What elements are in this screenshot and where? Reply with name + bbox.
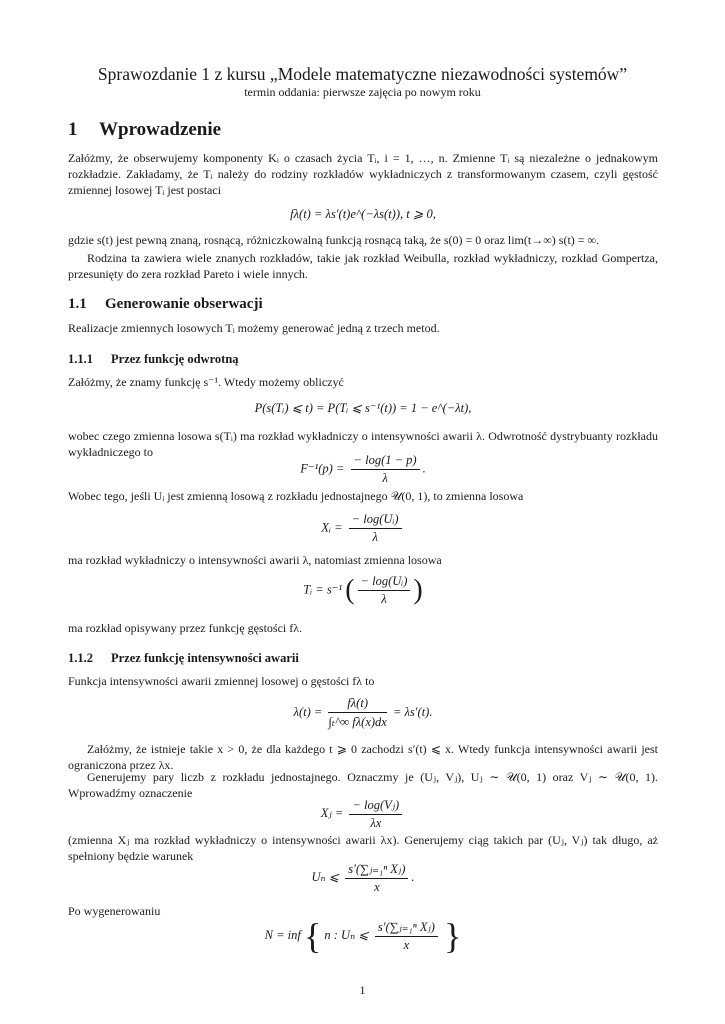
paragraph: Generujemy pary liczb z rozkładu jednostajnego. Oznaczmy je (Uⱼ, Vⱼ), Uⱼ ∼ 𝒰(0, 1) oraz Vⱼ ∼ 𝒰(0, 1). Wprowadźmy oznaczenie [68,770,658,800]
document-subtitle: termin oddania: pierwsze zajęcia po nowym roku [244,85,481,99]
fraction-numerator: s′(∑ⱼ₌₁ⁿ Xⱼ) [345,861,408,879]
equation-lhs: Xⱼ = [320,805,344,820]
right-paren: ) [413,574,423,606]
equation-middle: n : Uₙ ⩽ [324,927,369,942]
equation-lhs: F⁻¹(p) = [300,461,345,476]
subsection-heading-1-1 [68,296,263,313]
section-heading-1 [68,119,221,141]
equation-lhs: λ(t) = [293,704,323,719]
fraction-denominator: λ [382,471,388,485]
fraction [351,453,420,486]
fraction-denominator: λ [372,530,378,544]
equation-rhs: = λs′(t). [392,704,433,719]
equation-stopping-time [68,915,658,957]
fraction-denominator: λ [381,592,387,606]
paragraph: Wobec tego, jeśli Uᵢ jest zmienną losową z rozkładu jednostajnego 𝒰(0, 1), to zmienna losowa [68,489,524,503]
fraction [375,919,438,953]
equation-exponential-x [68,797,658,831]
fraction-numerator: s′(∑ⱼ₌₁ⁿ Xⱼ) [375,919,438,937]
equation-lifetime-variable [68,574,658,607]
paragraph: ma rozkład wykładniczy o intensywności awarii λ, natomiast zmienna losowa [68,553,442,567]
paragraph: Załóżmy, że znamy funkcję s⁻¹. Wtedy możemy obliczyć [68,375,344,389]
equation-exponential-variable [68,512,658,545]
paragraph: (zmienna Xⱼ ma rozkład wykładniczy o intensywności awarii λx). Generujemy ciąg takich par (Uⱼ, Vⱼ) tak długo, aż spełniony będzie warunek [68,833,658,863]
paragraph: Załóżmy, że obserwujemy komponenty Kᵢ o czasach życia Tᵢ, i = 1, …, n. Zmienne Tᵢ są niezależne o jednakowym rozkładzie. Zakładamy, że Tᵢ należy do rodziny rozkładów wykładniczych z transformowanym czasem, czyli gęstość zmiennej losowej Tᵢ jest postaci [68,151,658,197]
fraction-numerator: − log(Vⱼ) [349,797,402,815]
equation-inverse-cdf [68,453,658,486]
subsubsection-heading-1-1-1 [68,352,239,367]
fraction-denominator: λx [370,816,382,830]
equation-hazard-rate [68,696,658,730]
equation-tail: . [411,869,415,884]
fraction-numerator: − log(Uᵢ) [358,574,411,591]
subsubsection-title: Przez funkcję odwrotną [111,352,239,366]
fraction-denominator: x [374,880,380,894]
fraction [358,574,411,607]
fraction-numerator: fλ(t) [328,696,386,713]
subsubsection-heading-1-1-2 [68,651,299,666]
paragraph: gdzie s(t) jest pewną znaną, rosnącą, różniczkowalną funkcją rosnącą taką, że s(0) = 0 oraz lim(t→∞) s(t) = ∞. [68,233,600,247]
subsection-number: 1.1 [68,296,87,312]
paragraph: ma rozkład opisywany przez funkcję gęstości fλ. [68,621,303,635]
paragraph: wobec czego zmienna losowa s(Tᵢ) ma rozkład wykładniczy o intensywności awarii λ. Odwrotność dystrybuanty rozkładu wykładniczego to [68,429,658,459]
equation-tail: . [422,461,426,476]
equation-lhs: Tᵢ = s⁻¹ [303,582,343,597]
equation-stopping-condition [68,861,658,895]
paragraph: Załóżmy, że istnieje takie x > 0, że dla każdego t ⩾ 0 zachodzi s′(t) ⩽ x. Wtedy funkcja intensywności awarii jest ograniczona przez λx. [68,742,658,772]
left-brace: { [303,916,322,956]
subsection-title: Generowanie obserwacji [105,296,263,312]
fraction-numerator: − log(1 − p) [351,453,420,470]
subsubsection-number: 1.1.2 [68,651,93,665]
equation-probability: P(s(Tᵢ) ⩽ t) = P(Tᵢ ⩽ s⁻¹(t)) = 1 − e^(−λt), [254,401,472,415]
fraction-denominator: ∫ₜ^∞ fλ(x)dx [328,715,387,729]
left-paren: ( [345,574,355,606]
subsubsection-number: 1.1.1 [68,352,93,366]
paragraph: Realizacje zmiennych losowych Tᵢ możemy generować jedną z trzech metod. [68,321,440,335]
section-number: 1 [68,119,78,140]
section-title: Wprowadzenie [99,119,222,140]
right-brace: } [444,916,462,956]
fraction [328,696,386,730]
paragraph: Rodzina ta zawiera wiele znanych rozkładów, takie jak rozkład Weibulla, rozkład wykładniczy, rozkład Gompertza, przesunięty do zera rozkład Pareto i wiele innych. [68,251,658,281]
equation-lhs: Uₙ ⩽ [311,869,340,884]
fraction [345,861,408,895]
page-number: 1 [359,983,366,997]
subsubsection-title: Przez funkcję intensywności awarii [111,651,299,665]
equation-density: fλ(t) = λs′(t)e^(−λs(t)), t ⩾ 0, [290,207,436,221]
fraction [349,797,402,831]
fraction [349,512,402,545]
paragraph: Po wygenerowaniu [68,904,161,918]
paragraph: Funkcja intensywności awarii zmiennej losowej o gęstości fλ to [68,674,375,688]
equation-lhs: Xᵢ = [321,520,343,535]
equation-lhs: N = inf [264,927,301,942]
fraction-numerator: − log(Uᵢ) [349,512,402,529]
document-title: Sprawozdanie 1 z kursu „Modele matematyczne niezawodności systemów” [97,64,628,84]
fraction-denominator: x [403,938,410,952]
